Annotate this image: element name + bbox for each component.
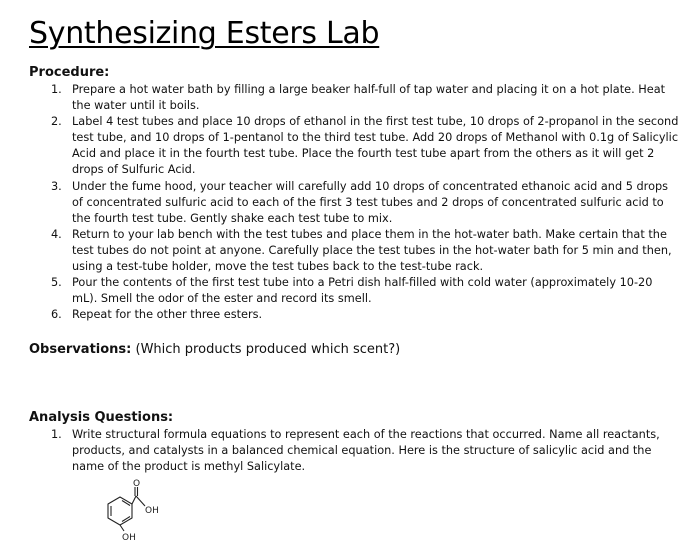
step-number: 3. <box>51 179 62 193</box>
step-number: 1. <box>51 83 62 96</box>
procedure-step <box>29 227 679 275</box>
analysis-question <box>29 427 679 475</box>
step-number: 2. <box>51 115 62 129</box>
carboxyl-oh-label: OH <box>145 506 159 516</box>
observations-line <box>29 342 400 358</box>
question-number: 1. <box>51 428 62 441</box>
salicylic-acid-structure-icon <box>84 478 174 544</box>
ring-to-carboxyl-bond <box>132 496 136 504</box>
procedure-step <box>29 82 679 114</box>
procedure-step <box>29 114 679 178</box>
phenol-oh-bond <box>120 525 124 531</box>
step-number: 5. <box>51 276 62 290</box>
observations-prompt: (Which products produced which scent?) <box>131 342 401 357</box>
step-number: 6. <box>51 308 62 322</box>
step-text: Prepare a hot water bath by filling a large beaker half-full of tap water and placing it on a hot plate. Heat the water until it boils. <box>72 83 666 113</box>
phenol-oh-label: OH <box>122 533 136 543</box>
step-number: 4. <box>51 227 62 241</box>
aromatic-bond <box>122 517 130 522</box>
procedure-heading: Procedure: <box>29 65 110 80</box>
procedure-step <box>29 179 679 227</box>
step-text: Label 4 test tubes and place 10 drops of ethanol in the first test tube, 10 drops of 2-propanol in the second test tube, and 10 drops of 1-pentanol to the third test tube. Add 20 drops of Methanol with 0.1g of Salicylic Acid and place it in the fourth test tube. Place the fourth test tube apart from the others as it will get 2 drops of Sulfuric Acid. <box>72 115 679 177</box>
step-text: Under the fume hood, your teacher will carefully add 10 drops of concentrated ethanoic acid and 5 drops of concentrated sulfuric acid to each of the first 3 test tubes and 2 drops of concentrated sulfuric acid to the fourth test tube. Gently shake each test tube to mix. <box>72 179 669 225</box>
observations-label: Observations: <box>29 342 132 357</box>
analysis-heading: Analysis Questions: <box>29 410 174 425</box>
step-text: Return to your lab bench with the test tubes and place them in the hot-water bath. Make certain that the test tubes do not point at anyone. Carefully place the test tubes in the hot-water bath for 5 min and then, using a test-tube holder, move the test tubes back to the test-tube rack. <box>72 227 672 274</box>
procedure-list <box>29 82 679 323</box>
step-text: Pour the contents of the first test tube into a Petri dish half-filled with cold water (approximately 10-20 mL). Smell the odor of the ester and record its smell. <box>72 276 653 306</box>
analysis-list <box>29 427 679 475</box>
step-text: Repeat for the other three esters. <box>72 308 263 322</box>
carboxyl-oh-bond <box>136 496 145 506</box>
procedure-step <box>29 307 679 323</box>
procedure-step <box>29 275 679 307</box>
carbonyl-oxygen-label: O <box>133 479 141 489</box>
benzene-ring <box>108 497 132 525</box>
aromatic-bond <box>122 501 130 506</box>
page-title: Synthesizing Esters Lab <box>29 16 380 51</box>
question-text: Write structural formula equations to represent each of the reactions that occurred. Name all reactants, products, and catalysts in a balanced chemical equation. Here is the structure of salicylic acid and the name of the product is methyl Salicylate. <box>72 428 660 474</box>
